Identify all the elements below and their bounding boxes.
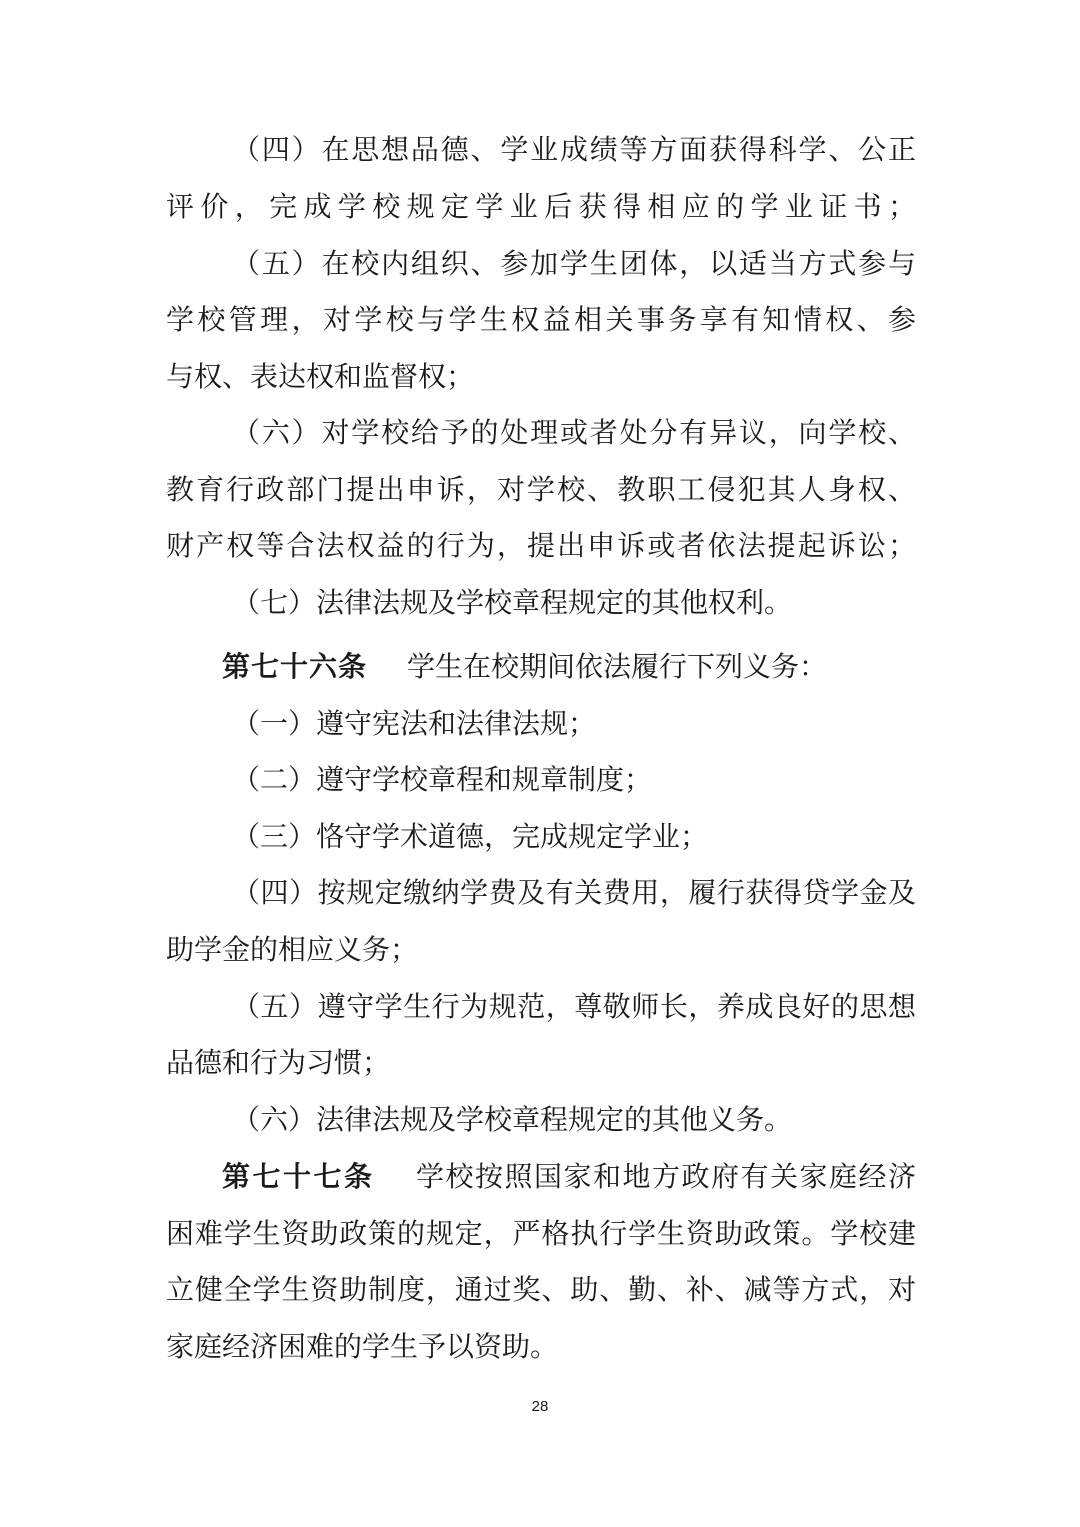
duty-item: （五）遵守学生行为规范，尊敬师长，养成良好的思想	[232, 990, 916, 1023]
duty-item: 品德和行为习惯；	[166, 1046, 391, 1079]
duty-item: （一）遵守宪法和法律法规；	[232, 707, 597, 740]
article-77-text: 学校按照国家和地方政府有关家庭经济	[414, 1160, 916, 1193]
text-line: 家庭经济困难的学生予以资助。	[166, 1330, 559, 1363]
text-line: 与权、表达权和监督权；	[166, 360, 475, 393]
text-line: 立健全学生资助制度，通过奖、助、勤、补、减等方式，对	[166, 1273, 916, 1306]
article-76-title: 第七十六条	[222, 650, 368, 683]
text-line: 财产权等合法权益的行为，提出申诉或者依法提起诉讼；	[166, 529, 916, 562]
text-line: （五）在校内组织、参加学生团体，以适当方式参与	[232, 247, 916, 280]
text-line: （四）在思想品德、学业成绩等方面获得科学、公正	[232, 133, 916, 166]
duty-item: （四）按规定缴纳学费及有关费用，履行获得贷学金及	[232, 876, 916, 909]
text-line: 教育行政部门提出申诉，对学校、教职工侵犯其人身权、	[166, 473, 916, 506]
text-line: 学校管理，对学校与学生权益相关事务享有知情权、参	[166, 303, 916, 336]
duty-item: （六）法律法规及学校章程规定的其他义务。	[232, 1103, 793, 1136]
text-line: （七）法律法规及学校章程规定的其他权利。	[232, 586, 793, 619]
duty-item: （二）遵守学校章程和规章制度；	[232, 763, 653, 796]
article-77-title: 第七十七条	[222, 1160, 375, 1193]
duty-item: 助学金的相应义务；	[166, 933, 419, 966]
article-76-text: 学生在校期间依法履行下列义务：	[407, 650, 828, 683]
article-77-line	[222, 1157, 916, 1197]
text-line: （六）对学校给予的处理或者处分有异议，向学校、	[232, 416, 916, 449]
text-line: 评价，完成学校规定学业后获得相应的学业证书；	[166, 190, 916, 223]
text-line: 困难学生资助政策的规定，严格执行学生资助政策。学校建	[166, 1217, 916, 1250]
duty-item: （三）恪守学术道德，完成规定学业；	[232, 820, 709, 853]
article-76-line	[222, 647, 916, 687]
page-number: 28	[531, 1398, 549, 1415]
